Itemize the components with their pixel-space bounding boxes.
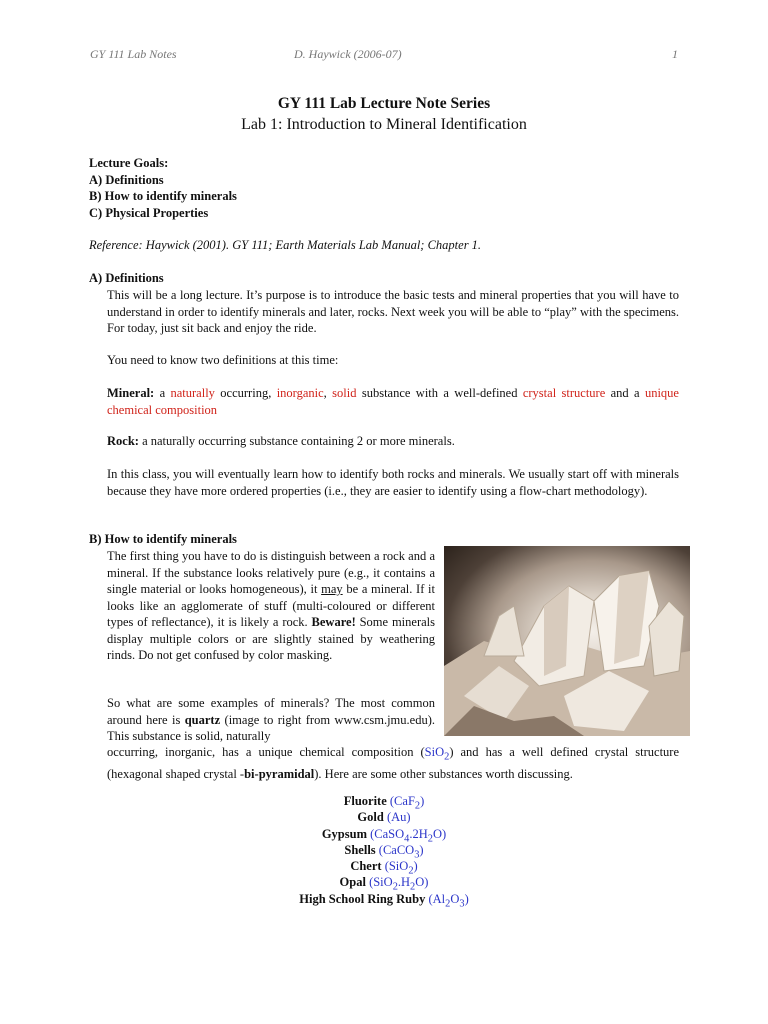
mineral-formula: $(CaSO_4.2H_2O)$ [370, 826, 447, 845]
mineral-formula: (CaCO$_3$) [378, 842, 424, 861]
keyword-naturally: naturally [170, 386, 215, 400]
text-run: So what are some examples of minerals? The most common around here is [107, 696, 435, 727]
text-run: substance with a well-defined [356, 386, 523, 400]
formula-sio2: SiO$_2$ [424, 745, 450, 763]
quartz-crystal-photo [444, 546, 690, 736]
text-run: be a mineral. If it looks like an agglomerate of stuff (multi-coloured or different types of reflectance), it is likely a rock. [107, 582, 435, 629]
quartz-crystal-illustration [444, 546, 690, 736]
list-item [0, 842, 768, 861]
mineral-formula: (SiO$_2$) [384, 859, 418, 877]
definitions-lead: You need to know two definitions at this time: [107, 353, 339, 367]
list-item [0, 793, 768, 812]
mineral-formula: $(Al_2O_3)$ [428, 891, 469, 910]
mineral-name: Gypsum [321, 826, 367, 841]
mineral-name: Fluorite [343, 794, 387, 808]
text-run: Some minerals display multiple colors or are slightly stained by weathering rinds. Do not get confused by color masking. [107, 615, 435, 662]
mineral-formula: $(SiO_2.H_2O)$ [369, 875, 429, 893]
goal-item: B) How to identify minerals [89, 189, 237, 203]
word-quartz: quartz [184, 712, 221, 727]
mineral-name: High School Ring Ruby [299, 891, 426, 906]
mineral-definition [107, 385, 679, 418]
keyword-crystal-structure: crystal structure [522, 386, 606, 400]
mineral-name: Shells [344, 842, 376, 857]
quartz-paragraph-continued [107, 744, 679, 783]
text-run: and a [605, 386, 645, 400]
text-run: occurring, [214, 386, 277, 400]
header-author: D. Haywick (2006-07) [294, 47, 402, 61]
section-b-heading: B) How to identify minerals [89, 532, 237, 546]
text-run: , [323, 386, 333, 400]
mineral-formula: (CaF$_2$) [389, 794, 425, 812]
mineral-name: Chert [350, 859, 382, 874]
word-may: may [321, 582, 343, 596]
goals-heading: Lecture Goals: [89, 156, 169, 170]
lecture-goals [89, 155, 237, 221]
mineral-examples-list [0, 793, 768, 910]
rock-term: Rock: [107, 434, 139, 448]
rock-vs-mineral-paragraph [107, 548, 435, 664]
header-course: GY 111 Lab Notes [90, 47, 177, 61]
document-title: GY 111 Lab Lecture Note Series [277, 95, 491, 112]
text-run: (image to right from www.csm.jmu.edu). This substance is solid, naturally [107, 712, 435, 743]
rock-text: a naturally occurring substance containing 2 or more minerals. [138, 434, 455, 448]
quartz-paragraph [107, 695, 435, 745]
keyword-unique-composition: unique chemical composition [107, 386, 679, 417]
running-header [90, 46, 678, 62]
list-item [0, 809, 768, 825]
list-item [0, 826, 768, 845]
class-paragraph: In this class, you will eventually learn how to identify both rocks and minerals. We usually start off with minerals because they have more ordered properties (i.e., they are easier to identify using a flow-chart methodology). [107, 467, 679, 498]
section-a-intro: This will be a long lecture. It’s purpose is to introduce the basic tests and mineral properties that you will have to understand in order to identify minerals and later, rocks. Next week you will be able to “play” with the specimens. For today, just sit back and enjoy the ride. [107, 288, 679, 335]
word-bi-pyramidal: bi-pyramidal [244, 767, 315, 781]
reference-line: Reference: Haywick (2001). GY 111; Earth Materials Lab Manual; Chapter 1. [89, 238, 482, 252]
goal-item: C) Physical Properties [89, 205, 209, 220]
mineral-name: Gold [357, 810, 384, 825]
section-a-heading: A) Definitions [89, 271, 164, 285]
mineral-name: Opal [339, 875, 366, 890]
list-item [0, 874, 768, 893]
text-run: ) and has a well defined crystal structure (hexagonal shaped crystal - [107, 745, 679, 781]
mineral-formula: (Au) [386, 810, 411, 825]
text-run: The first thing you have to do is distinguish between a rock and a mineral. If the substance looks relatively pure (e.g., it contains a single material or looks homogeneous), it [107, 549, 435, 596]
text-run: ). Here are some other substances worth discussing. [314, 767, 573, 781]
text-run: occurring, inorganic, has a unique chemical composition ( [107, 745, 425, 759]
keyword-inorganic: inorganic [276, 386, 324, 400]
text-run: a [154, 386, 171, 400]
mineral-term: Mineral: [107, 386, 155, 400]
document-subtitle: Lab 1: Introduction to Mineral Identification [241, 116, 527, 133]
page-number: 1 [672, 47, 678, 61]
list-item [0, 891, 768, 910]
goal-item: A) Definitions [89, 172, 164, 187]
word-beware: Beware! [311, 615, 356, 629]
list-item [0, 858, 768, 877]
keyword-solid: solid [332, 386, 357, 400]
rock-definition [107, 433, 679, 450]
